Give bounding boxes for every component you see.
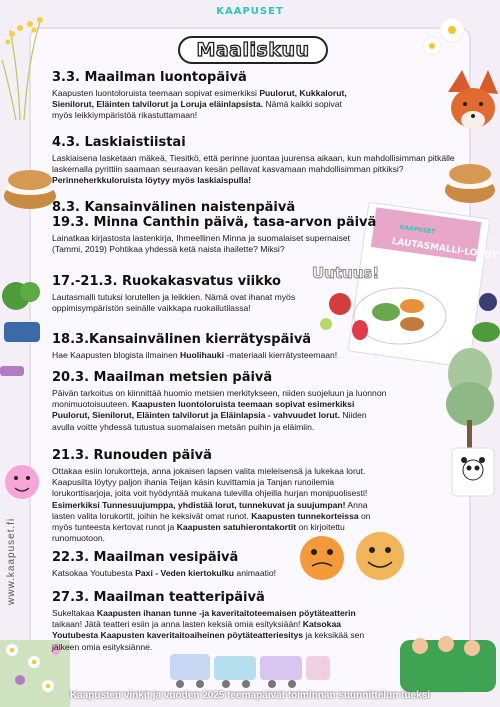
bold-text: Esimerkiksi Tunnesuujumppa, yhdistää lorut, tunnekuvat ja suujumpan! <box>52 499 346 510</box>
event-body <box>52 608 387 653</box>
body-text: Lautasmalli tutuksi lorutellen ja leikkien. Nämä ovat ihanat myös oppimisympäristön seinälle vaikkapa ruokailutilassa! <box>52 292 296 314</box>
event-heading: 4.3. Laskiaistiistai <box>52 135 186 150</box>
event-heading: 17.-21.3. Ruokakasvatus viikko <box>52 274 281 289</box>
event-body <box>52 233 352 255</box>
bold-text: Katsokaa Youtubesta Kaapusten kaveritaitoaiheinen pöytäteatteriesitys <box>52 619 342 641</box>
event-heading: 21.3. Runouden päivä <box>52 448 212 463</box>
plate-icon <box>354 288 446 344</box>
event-section <box>52 448 387 544</box>
smiling-cloud-icon <box>5 465 39 499</box>
bold-text: Kaapusten satuhierontakortit <box>176 522 297 533</box>
new-badge: Uutuus! <box>312 264 380 282</box>
bold-text: Kaapusten tunnekorteissa <box>251 510 359 521</box>
event-section <box>52 200 376 255</box>
body-text: on myös tunteesta kertovat runot ja <box>52 510 371 533</box>
book-brand: KAAPUSET <box>399 223 436 236</box>
brand-logo: KAAPUSET <box>216 6 284 17</box>
body-text: Laskiaisena lasketaan mäkeä, Tiesitkö, että perinne juontaa juurensa aikaan, kun mahdollisimman pitkälle laskemalla pyrittiin saamaan seuraavan kesän pellavat kasvamaan mahdollisimman pitkiksi? <box>52 153 455 175</box>
event-body <box>52 388 387 433</box>
event-heading-secondary: 19.3. Minna Canthin päivä, tasa-arvon päivä <box>52 215 377 230</box>
event-body <box>52 568 352 579</box>
book-title: LAUTASMALLI-LORUT <box>391 236 498 262</box>
event-section <box>52 332 352 361</box>
event-heading: 22.3. Maailman vesipäivä <box>52 550 239 565</box>
laskiaispulla-icon <box>4 170 56 209</box>
event-section <box>52 70 352 122</box>
footer-tagline: Kaapusten vinkit ja vuoden 2025 teemapäivät toiminnan suunnittelun tueksi <box>69 690 431 701</box>
body-text: Katsokaa Youtubesta <box>52 568 136 578</box>
event-section <box>52 550 352 579</box>
body-text: Ottakaa esiin lorukortteja, anna jokaisen lapsen valita mieleisensä ja lukekaa lorut. Kaapusilta löytyy paljon ihania Teijan käsin kuvittamia ja Tanjan runoilemia lorukorttisarjoja, joita voit hyödyntää mukana tulevilla ohjeilla hurjan monipuolisesti! <box>52 466 368 499</box>
event-body <box>52 88 352 122</box>
body-text: -materiaali kierrätysteemaan! <box>223 350 338 360</box>
page-title <box>178 36 328 64</box>
event-heading: 3.3. Maailman luontopäivä <box>52 70 247 85</box>
bold-text: Puulorut, Kukkalorut, Sienilorut, Eläinten talvilorut ja Loruja eläinlapsista. <box>52 88 347 110</box>
event-heading: 18.3.Kansainvälinen kierrätyspäivä <box>52 332 312 347</box>
event-heading: 20.3. Maailman metsien päivä <box>52 370 273 385</box>
body-text: Hae Kaapusten blogista ilmainen <box>52 350 181 360</box>
body-text: ja keksikää sen jälkeen omia esityksiänne. <box>52 630 365 652</box>
body-text: Niiden avulla voitte yhdessä tutustua suomalaisen metsän puihin ja eläimiin. <box>52 410 367 432</box>
event-body <box>52 153 487 187</box>
body-text: Nämä kaikki sopivat myös leikkiympäristöä rikastuttamaan! <box>52 99 342 121</box>
event-body <box>52 292 307 314</box>
event-section <box>52 274 307 314</box>
body-text: Sukeltakaa <box>52 608 97 618</box>
bold-text: Paxi - Veden kiertokulku <box>135 568 235 578</box>
bold-text: Perinneherkkuloruista löytyy myös laskiaispulla! <box>52 175 252 186</box>
bold-text: Kaapusten luontoloruista teemaan sopivat esimerkiksi Puulorut, Sienilorut, Eläinten talvilorut ja Eläinlapsia - vahvuudet lorut. <box>52 399 355 421</box>
event-heading: 27.3. Maailman teatteripäivä <box>52 590 265 605</box>
event-body <box>52 350 352 361</box>
event-body <box>52 466 387 544</box>
body-text: Päivän tarkoitus on kiinnittää huomio metsien merkitykseen, niiden suojeluun ja luonnon monimuotoisuuteen. <box>52 388 387 410</box>
body-text: Kaapusten luontoloruista teemaan sopivat esimerkiksi <box>52 88 260 98</box>
bold-text: Kaapusten ihanan tunne -ja kaveritaitoteemaisen pöytäteatterin <box>96 608 356 618</box>
body-text: animaatio! <box>234 568 277 578</box>
event-heading: 8.3. Kansainvälinen naistenpäivä <box>52 200 296 215</box>
body-text: Lainatkaa kirjastosta lastenkirja, Ihmeellinen Minna ja suomalaiset supernaiset (Tammi, 2019) Pohtikaa yhdessä ketä naista ihailette? Miksi? <box>52 233 351 255</box>
body-text: taikaan! Jätä teatteri esiin ja anna lasten keksiä omia esityksiään! <box>52 619 303 630</box>
children-icon <box>400 636 496 692</box>
event-section <box>52 590 387 653</box>
panda-card-icon <box>452 448 494 496</box>
event-section <box>52 135 487 187</box>
body-text: on kirjoitettu runomuotoon. <box>52 522 345 544</box>
side-url[interactable]: www.kaapuset.fi <box>6 517 17 605</box>
month-title: Maaliskuu <box>196 39 310 61</box>
bold-text: Huolihauki <box>180 350 224 360</box>
body-text: Anna lasten valita lorukortit, joihin he keksivät omat runot. <box>52 499 368 521</box>
event-section <box>52 370 387 433</box>
